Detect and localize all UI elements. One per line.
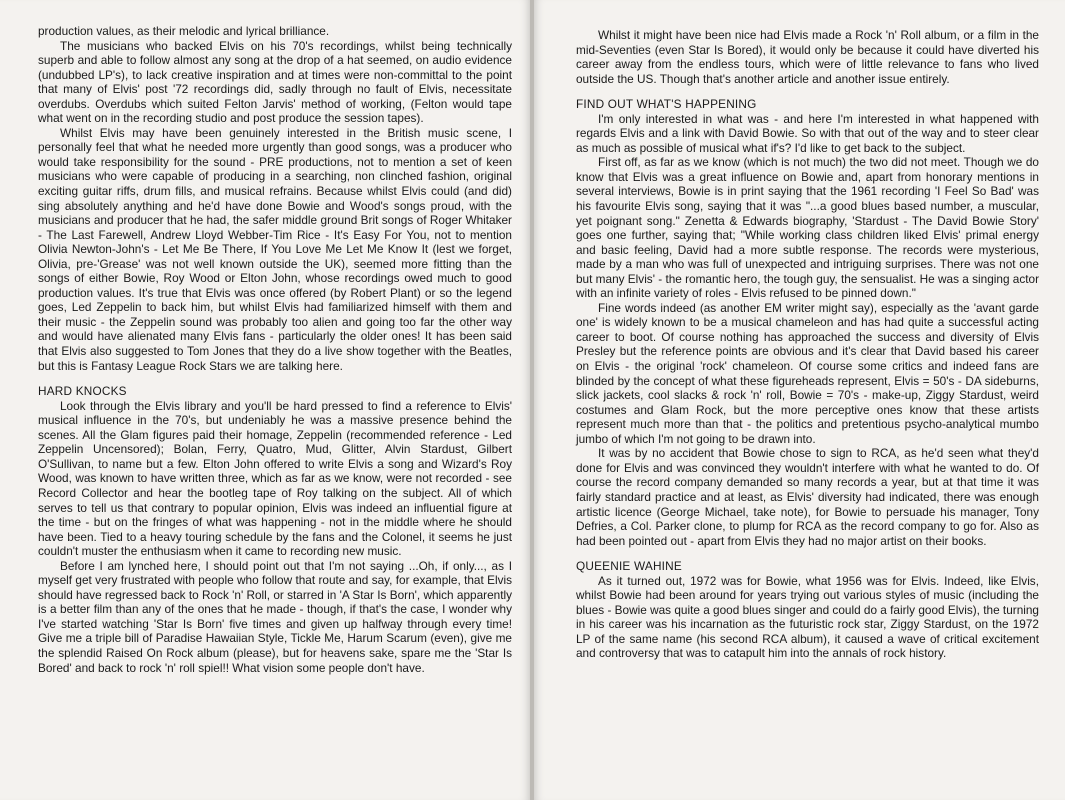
left-page [0, 0, 530, 800]
paragraph: Whilst it might have been nice had Elvis made a Rock 'n' Roll album, or a film in the mid-Seventies (even Star Is Bored), it would only be because it could have diverted his career away from the endless tours, which were of little relevance to fans who lived outside the US. Though that's another article and another issue entirely. [576, 28, 1039, 86]
paragraph: Fine words indeed (as another EM writer might say), especially as the 'avant garde one' is widely known to be a musical chameleon and has had quite a successful acting career to boot. Of course nothing has approached the success and diversity of Elvis Presley but the reference points are obvious and it's clear that David based his career on Elvis - the original 'rock' chameleon. Of course some critics and indeed fans are blinded by the concept of what these figureheads represent, Elvis = 50's - DA sideburns, slick jackets, cool slacks & rock 'n' roll, Bowie = 70's - make-up, Ziggy Stardust, weird costumes and Glam Rock, but the more perceptive ones know that these artists represent much more than that - the politics and pretentious psycho-analytical mumbo jumbo of which I'm not going to be drawn into. [576, 300, 1039, 446]
paragraph: Look through the Elvis library and you'll be hard pressed to find a reference to Elvis' musical influence in the 70's, but undeniably he was a massive presence behind the scenes. All the Glam figures paid their homage, Zeppelin (recommended reference - Led Zeppelin Uncensored); Bolan, Ferry, Quatro, Mud, Glitter, Alvin Stardust, Gilbert O'Sullivan, to name but a few. Elton John offered to write Elvis a song and Wizard's Roy Wood, was known to have written three, which as far as we know, were not recorded - see Record Collector and hear the bootleg tape of Roy talking on the subject. All of which serves to tell us that contrary to popular opinion, Elvis was indeed an influential figure at the time - but on the fringes of what was happening - not in the middle where he should have been. Tied to a heavy touring schedule by the fans and the Colonel, it seems he just couldn't muster the enthusiasm when it came to recording new music. [38, 398, 512, 559]
paragraph: production values, as their melodic and lyrical brilliance. [38, 24, 330, 38]
paragraph: As it turned out, 1972 was for Bowie, what 1956 was for Elvis. Indeed, like Elvis, whilst Bowie had been around for years trying out various styles of music (including the blues - Bowie was quite a good blues singer and could do a fairly good Elvis), the turning in his career was his incarnation as the futuristic rock star, Ziggy Stardust, on the 1972 LP of the same name (his second RCA album), it caused a wave of critical excitement and controversy that was to catapult him into the annals of rock history. [576, 573, 1039, 661]
paragraph: The musicians who backed Elvis on his 70's recordings, whilst being technically superb and able to follow almost any song at the drop of a hat seemed, on audio evidence (undubbed LP's), to lack creative inspiration and at times were non-committal to the point that many of Elvis' post '72 recordings did, sadly through no fault of Elvis, necessitate overdubs. Overdubs which suited Felton Jarvis' method of working, (Felton would tape what went on in the recording studio and post produce the session tapes). [38, 38, 512, 126]
right-page [534, 0, 1065, 800]
section-heading-hard-knocks: HARD KNOCKS [38, 384, 127, 399]
paragraph: First off, as far as we know (which is not much) the two did not meet. Though we do know that Elvis was a great influence on Bowie and, apart from honorary mentions in several interviews, Bowie is in print saying that the 1961 recording 'I Feel So Bad' was his favourite Elvis song, saying that it was "...a good blues based number, a muscular, yet poignant song." Zenetta & Edwards biography, 'Stardust - The David Bowie Story' goes one further, saying that; "While working class children liked Elvis' primal energy and basic feeling, David had a more subtle response. The records were mysterious, made by a man who was full of unexpected and intriguing surprises. There was not one but many Elvis' - the romantic hero, the tough guy, the sensualist. He was a singing actor with an infinite variety of roles - Elvis refused to be pinned down." [576, 155, 1040, 301]
left-column [38, 24, 512, 675]
paragraph: Before I am lynched here, I should point out that I'm not saying ...Oh, if only..., as I myself get very frustrated with people who follow that route and say, for example, that Elvis should have regressed back to Rock 'n' Roll, or starred in 'A Star Is Born', which apparently is a better film than any of the ones that he made - though, if that's the case, I wonder why I've started watching 'Star Is Born' five times and given up halfway through every time! Give me a triple bill of Paradise Hawaiian Style, Tickle Me, Harum Scarum (even), give me the splendid Raised On Rock album (please), but for heavens sake, spare me the 'Star Is Bored' and back to rock 'n' roll spiel!! What vision some people don't have. [38, 558, 512, 675]
section-heading-find-out: FIND OUT WHAT'S HAPPENING [576, 97, 757, 112]
paragraph: Whilst Elvis may have been genuinely interested in the British music scene, I personally feel that what he needed more urgently than good songs, was a producer who would take responsibility for the sound - PRE productions, not to mention a set of keen musicians who were capable of producing in a searching, non clinched fashion, original exciting guitar riffs, drum fills, and musical refrains. Because whilst Elvis could (and did) sing absolutely anything and he'd have done Bowie and Wood's songs proud, with the musicians and producer that he had, the safer middle ground Brit songs of Roger Whitaker - The Last Farewell, Andrew Lloyd Webber-Tim Rice - It's Easy For You, not to mention Olivia Newton-John's - Let Me Be There, If You Love Me Let Me Know It (lest we forget, Olivia, pre-'Grease' was not well known outside the UK), seemed more fitting than the songs of either Bowie, Roy Wood or Elton John, whose recordings owed much to good production values. It's true that Elvis was once offered (by Robert Plant) or so the legend goes, Led Zeppelin to back him, but whilst Elvis had familiarized himself with them and their music - the Zeppelin sound was probably too alien and going too far the other way and would have alienated many Elvis fans - particularly the older ones! It has been said that Elvis also suggested to Tom Jones that they do a live show together with the Beatles, but this is Fantasy League Rock Stars we are talking here. [38, 125, 512, 373]
section-heading-queenie-wahine: QUEENIE WAHINE [576, 559, 682, 574]
right-column [576, 28, 1039, 661]
paragraph: It was by no accident that Bowie chose to sign to RCA, as he'd seen what they'd done for Elvis and was convinced they wouldn't interfere with what he wanted to do. Of course the record company demanded so many records a year, but at that time it was fairly standard practice and at least, as Elvis' diversity had indicated, there was enough artistic licence (George Michael, take note), for Bowie to persuade his manager, Tony Defries, a Col. Parker clone, to plump for RCA as the record company to go for. Also as had been pointed out - apart from Elvis they had no major artist on their books. [576, 446, 1039, 548]
paragraph: I'm only interested in what was - and here I'm interested in what happened with regards Elvis and a link with David Bowie. So with that out of the way and to steer clear as much as possible of musical what if's? I'd like to get back to the subject. [576, 111, 1039, 155]
